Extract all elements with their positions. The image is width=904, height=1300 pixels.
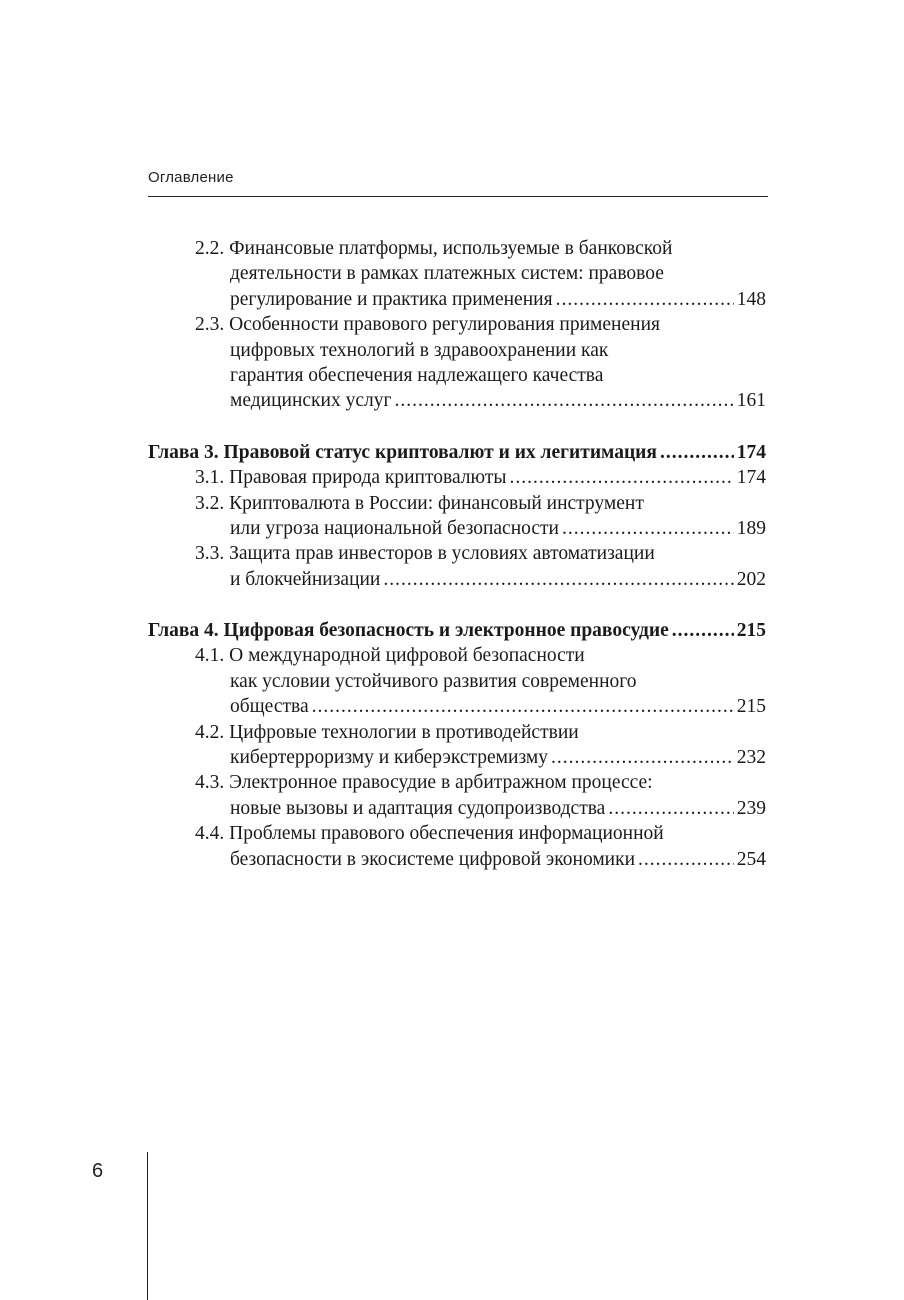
page-number: 6 (92, 1160, 104, 1182)
dot-leader (383, 567, 733, 592)
toc-entry-text-line: 4.2. Цифровые технологии в противодействии (195, 721, 579, 743)
toc-entry-text-line: 3.2. Криптовалюта в России: финансовый инструмент (195, 492, 644, 514)
toc-entry-2-3[interactable] (148, 312, 766, 414)
toc-page-number: 202 (736, 568, 766, 590)
toc-page-number: 215 (736, 620, 766, 642)
running-head-title: Оглавление (148, 169, 234, 186)
toc-entry-text-line: общества (230, 696, 309, 718)
chapter-spacer (148, 592, 766, 618)
toc-entry-4-2[interactable] (148, 720, 766, 771)
toc-page-number: 189 (736, 517, 766, 539)
toc-entry-4-1[interactable] (148, 643, 766, 719)
toc-entry-3-3[interactable] (148, 541, 766, 592)
toc-entry-3-2[interactable] (148, 491, 766, 542)
toc-entry-text-line: 2.2. Финансовые платформы, используемые в банковской (195, 238, 673, 259)
dot-leader (638, 847, 734, 872)
toc-page-number: 215 (736, 696, 766, 718)
chapter-spacer (148, 414, 766, 440)
dot-leader (556, 287, 734, 312)
dot-leader (562, 516, 734, 541)
dot-leader (312, 694, 734, 719)
dot-leader (660, 440, 734, 465)
dot-leader (608, 796, 733, 821)
toc-entry-text-line: гарантия обеспечения надлежащего качества (230, 364, 604, 386)
toc-entry-text-line: деятельности в рамках платежных систем: правовое (230, 263, 664, 285)
toc-entry-text-line: медицинских услуг (230, 390, 392, 412)
toc-entry-text-line: как условии устойчивого развития современного (230, 670, 637, 692)
dot-leader (672, 618, 734, 643)
toc-page-number: 174 (736, 467, 766, 489)
table-of-contents (148, 236, 766, 872)
toc-entry-3-1[interactable] (148, 465, 766, 490)
header-rule (148, 196, 768, 197)
toc-entry-text-line: новые вызовы и адаптация судопроизводства (230, 797, 606, 819)
toc-entry-text-line: 3.3. Защита прав инвесторов в условиях автоматизации (195, 543, 655, 565)
dot-leader (394, 388, 733, 413)
toc-page-number: 254 (736, 848, 766, 870)
toc-page-number: 239 (736, 797, 766, 819)
toc-entry-text-line: и блокчейнизации (230, 568, 381, 590)
toc-entry-text-line: регулирование и практика применения (230, 288, 553, 310)
dot-leader (509, 465, 733, 490)
toc-page-number: 232 (736, 747, 766, 769)
toc-entry-text-line: 4.4. Проблемы правового обеспечения информационной (195, 823, 664, 845)
toc-entry-text-line: 4.1. О международной цифровой безопасности (195, 645, 585, 667)
toc-chapter-title: Глава 4. Цифровая безопасность и электронное правосудие (148, 620, 669, 642)
toc-entry-text-line: 4.3. Электронное правосудие в арбитражном процессе: (195, 772, 653, 794)
toc-entry-4-4[interactable] (148, 821, 766, 872)
toc-entry-2-2[interactable] (148, 236, 766, 312)
toc-page-number: 148 (736, 288, 766, 310)
toc-entry-text-line: безопасности в экосистеме цифровой экономики (230, 848, 636, 870)
margin-rule (147, 1152, 148, 1300)
toc-chapter-title: Глава 3. Правовой статус криптовалют и их легитимация (148, 441, 657, 463)
toc-entry-text-line: 3.1. Правовая природа криптовалюты (195, 467, 507, 489)
toc-entry-text-line: цифровых технологий в здравоохранении как (230, 339, 609, 361)
toc-chapter-4[interactable] (148, 618, 766, 643)
toc-chapter-3[interactable] (148, 440, 766, 465)
toc-entry-4-3[interactable] (148, 770, 766, 821)
toc-page-number: 161 (736, 390, 766, 412)
toc-entry-text-line: кибертерроризму и киберэкстремизму (230, 747, 548, 769)
toc-entry-text-line: или угроза национальной безопасности (230, 517, 559, 539)
toc-page-number: 174 (736, 441, 766, 463)
toc-entry-text-line: 2.3. Особенности правового регулирования применения (195, 314, 660, 336)
dot-leader (551, 745, 734, 770)
